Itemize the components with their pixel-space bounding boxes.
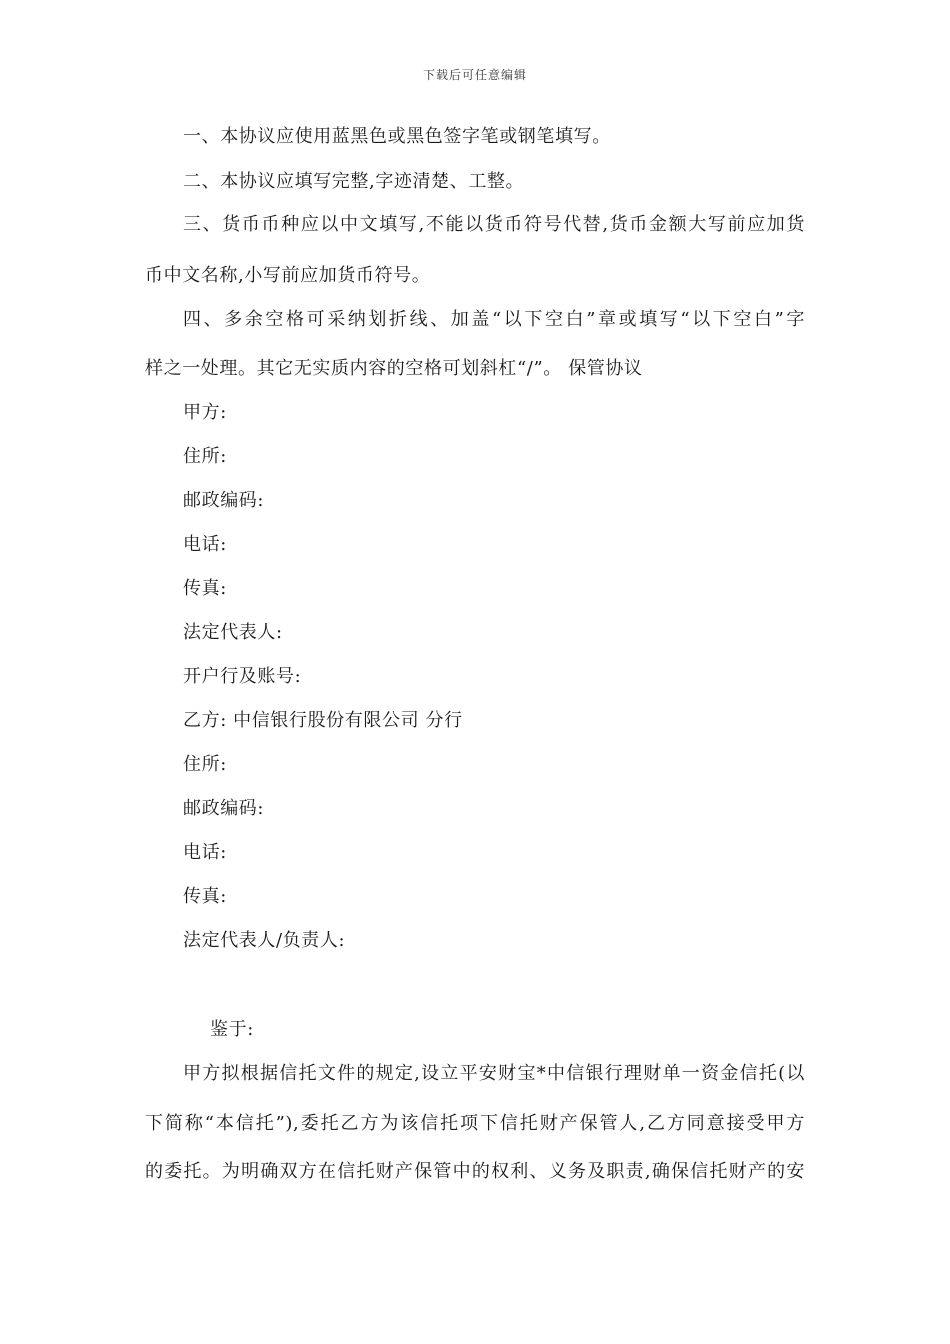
- party-a-fax: 传真:: [183, 578, 227, 599]
- party-b-fax: 传真:: [183, 886, 227, 907]
- party-b-label: 乙方: 中信银行股份有限公司 分行: [183, 710, 463, 731]
- instruction-item-1: 一、本协议应使用蓝黑色或黑色签字笔或钢笔填写。: [183, 126, 611, 147]
- page-header-note: 下载后可任意编辑: [422, 68, 527, 82]
- whereas-title: 鉴于:: [210, 1019, 254, 1040]
- instruction-item-4-line-1: 四、多余空格可采纳划折线、加盖“以下空白”章或填写“以下空白”字: [183, 309, 805, 330]
- whereas-line-1: 甲方拟根据信托文件的规定,设立平安财宝*中信银行理财单一资金信托(以: [183, 1063, 805, 1084]
- instruction-item-3-line-1: 三、货币币种应以中文填写,不能以货币符号代替,货币金额大写前应加货: [183, 214, 805, 235]
- party-a-bank-account: 开户行及账号:: [183, 666, 302, 687]
- party-a-address: 住所:: [183, 446, 227, 467]
- instruction-item-3-line-2: 币中文名称,小写前应加货币符号。: [145, 265, 431, 286]
- instruction-item-2: 二、本协议应填写完整,字迹清楚、工整。: [183, 171, 525, 192]
- party-a-postcode: 邮政编码:: [183, 490, 265, 511]
- party-b-postcode: 邮政编码:: [183, 798, 265, 819]
- party-b-phone: 电话:: [183, 842, 227, 863]
- whereas-line-3: 的委托。为明确双方在信托财产保管中的权利、义务及职责,确保信托财产的安: [145, 1161, 805, 1182]
- party-b-legal-rep: 法定代表人/负责人:: [183, 930, 346, 951]
- whereas-line-2: 下简称“本信托”),委托乙方为该信托项下信托财产保管人,乙方同意接受甲方: [145, 1113, 805, 1134]
- party-a-phone: 电话:: [183, 534, 227, 555]
- party-a-legal-rep: 法定代表人:: [183, 622, 283, 643]
- instruction-item-4-line-2: 样之一处理。其它无实质内容的空格可划斜杠“/”。 保管协议: [145, 358, 643, 379]
- party-b-address: 住所:: [183, 754, 227, 775]
- party-a-label: 甲方:: [183, 402, 227, 423]
